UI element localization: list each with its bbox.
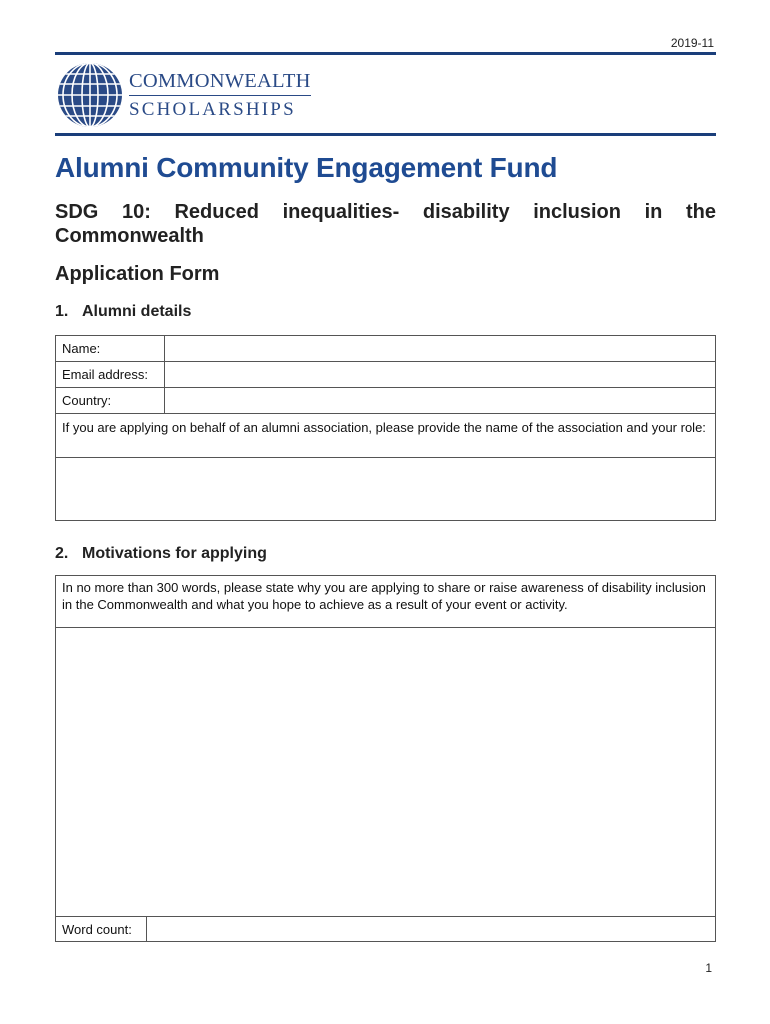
section-1-title: Alumni details	[82, 303, 192, 320]
section-1-heading	[55, 303, 191, 321]
page-title: Alumni Community Engagement Fund	[55, 152, 558, 183]
logo-line-commonwealth: COMMONWEALTH	[129, 71, 311, 97]
association-field[interactable]	[56, 458, 716, 521]
country-field[interactable]	[165, 388, 716, 414]
header-bottom-rule	[55, 133, 716, 136]
commonwealth-scholarships-logo	[55, 60, 311, 130]
name-field[interactable]	[165, 336, 716, 362]
motivation-prompt-row	[56, 576, 716, 628]
association-prompt: If you are applying on behalf of an alumni association, please provide the name of the association and your role:	[56, 414, 716, 458]
page-subtitle: SDG 10: Reduced inequalities- disability inclusion in the Commonwealth	[55, 201, 716, 247]
section-2-heading	[55, 545, 267, 563]
alumni-details-table	[55, 335, 716, 521]
motivation-answer-row	[56, 628, 716, 917]
document-date: 2019-11	[670, 36, 714, 50]
association-prompt-row	[56, 414, 716, 458]
section-2-number: 2.	[55, 545, 69, 562]
motivation-field[interactable]	[56, 628, 716, 917]
email-field[interactable]	[165, 362, 716, 388]
logo-wordmark	[129, 71, 311, 120]
email-label: Email address:	[56, 362, 165, 388]
word-count-label: Word count:	[56, 917, 147, 942]
section-1-number: 1.	[55, 303, 69, 320]
form-title: Application Form	[55, 263, 220, 285]
word-count-field[interactable]	[147, 917, 716, 942]
motivations-table	[55, 575, 716, 942]
country-label: Country:	[56, 388, 165, 414]
name-label: Name:	[56, 336, 165, 362]
page-number: 1	[705, 961, 712, 975]
association-answer-row	[56, 458, 716, 521]
email-row	[56, 362, 716, 388]
logo-line-scholarships: SCHOLARSHIPS	[129, 99, 296, 121]
section-2-title: Motivations for applying	[82, 545, 267, 562]
header-top-rule	[55, 52, 716, 55]
country-row	[56, 388, 716, 414]
globe-icon	[55, 60, 125, 130]
word-count-row	[56, 917, 716, 942]
motivation-prompt: In no more than 300 words, please state why you are applying to share or raise awareness of disability inclusion in the Commonwealth and what you hope to achieve as a result of your event or activity.	[56, 576, 716, 628]
name-row	[56, 336, 716, 362]
